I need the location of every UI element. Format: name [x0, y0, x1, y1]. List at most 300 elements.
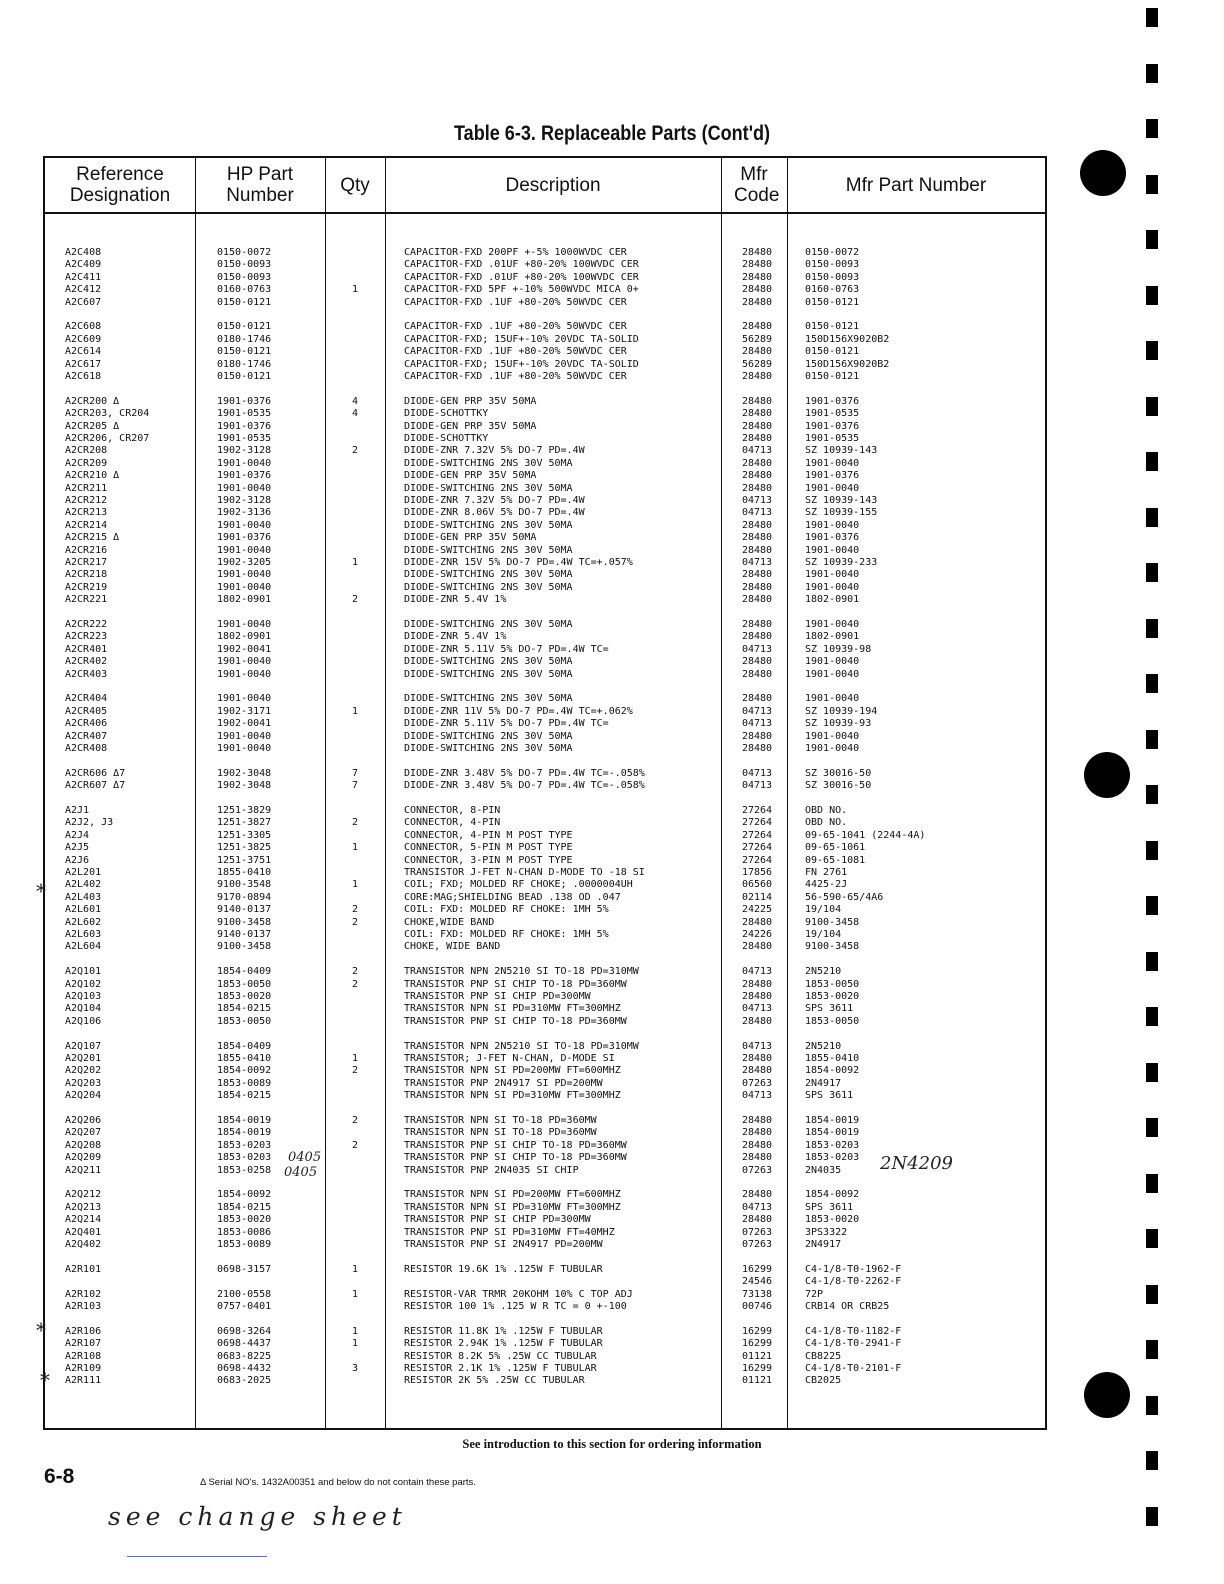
cell-ref: A2C617: [65, 358, 102, 370]
cell-mfr: C4-1/8-T0-2941-F: [805, 1338, 902, 1350]
cell-desc: TRANSISTOR NPN 2N5210 SI TO-18 PD=310MW: [404, 966, 639, 978]
margin-mark: [1146, 452, 1158, 471]
cell-mfr: 1853-0050: [805, 1015, 860, 1027]
margin-mark: [1146, 230, 1158, 249]
table-row: [45, 320, 1045, 333]
cell-code: 28480: [741, 1115, 773, 1126]
header-mfr-code: Mfr Code: [734, 164, 780, 206]
cell-hp: 0698-4437: [217, 1338, 272, 1350]
table-row: [45, 1337, 1045, 1350]
table-row: [45, 903, 1045, 916]
margin-mark: [1146, 619, 1158, 638]
table-row: [45, 568, 1045, 581]
cell-ref: A2CR209: [65, 457, 108, 469]
cell-desc: DIODE-SWITCHING 2NS 30V 50MA: [404, 743, 573, 754]
cell-mfr: 1901-0040: [805, 668, 860, 680]
table-row: [45, 370, 1045, 383]
table-row: [45, 655, 1045, 668]
cell-desc: DIODE-ZNR 5.4V 1%: [404, 631, 507, 643]
cell-desc: TRANSISTOR PNP SI CHIP TO-18 PD=360MW: [404, 978, 627, 990]
cell-code: 28480: [741, 247, 773, 258]
cell-desc: DIODE-GEN PRP 35V 50MA: [404, 420, 537, 432]
cell-qty: 2: [351, 594, 359, 606]
table-row: [45, 965, 1045, 978]
table-row: [45, 1300, 1045, 1313]
cell-qty: 2: [351, 916, 359, 928]
cell-hp: 0180-1746: [217, 358, 272, 370]
cell-mfr: SPS 3611: [805, 1090, 854, 1102]
cell-code: 04713: [741, 557, 773, 568]
cell-code: 28480: [741, 433, 773, 444]
cell-mfr: 1901-0376: [805, 470, 860, 482]
cell-qty: 7: [351, 780, 359, 792]
cell-mfr: CB2025: [805, 1375, 842, 1387]
cell-ref: A2R106: [65, 1325, 102, 1337]
binder-hole: [1084, 752, 1130, 798]
parts-table: [43, 156, 1047, 1430]
cell-code: 17856: [741, 867, 773, 878]
cell-desc: TRANSISTOR NPN SI PD=200MW FT=600MHZ: [404, 1065, 621, 1077]
margin-mark: [1146, 286, 1158, 305]
cell-desc: TRANSISTOR NPN SI PD=200MW FT=600MHZ: [404, 1189, 621, 1201]
serial-note: Δ Serial NO's. 1432A00351 and below do not contain these parts.: [200, 1477, 476, 1488]
cell-desc: TRANSISTOR PNP 2N4917 SI PD=200MW: [404, 1077, 603, 1089]
cell-code: 04713: [741, 718, 773, 730]
cell-mfr: C4-1/8-T0-1962-F: [805, 1263, 902, 1275]
cell-ref: A2C608: [65, 321, 102, 333]
cell-desc: CAPACITOR-FXD .1UF +80-20% 50WVDC CER: [404, 346, 627, 358]
cell-desc: CAPACITOR-FXD .01UF +80-20% 100WVDC CER: [404, 259, 639, 271]
cell-mfr: 0160-0763: [805, 284, 860, 296]
cell-hp: 1902-3171: [217, 705, 272, 717]
table-row: [45, 705, 1045, 718]
table-row: [45, 767, 1045, 780]
cell-ref: A2CR405: [65, 705, 108, 717]
margin-mark: [1146, 8, 1158, 27]
cell-hp: 1854-0092: [217, 1189, 272, 1201]
margin-mark: [1146, 1396, 1158, 1415]
margin-mark: [1146, 674, 1158, 693]
cell-code: 28480: [741, 259, 773, 271]
cell-ref: A2J1: [65, 805, 90, 816]
cell-desc: DIODE-SWITCHING 2NS 30V 50MA: [404, 544, 573, 556]
table-row: [45, 643, 1045, 656]
cell-mfr: C4-1/8-T0-2262-F: [805, 1276, 902, 1288]
margin-mark: [1146, 952, 1158, 971]
cell-ref: A2J6: [65, 854, 90, 866]
table-row: [45, 345, 1045, 358]
cell-mfr: 09-65-1061: [805, 842, 866, 854]
margin-mark: [1146, 64, 1158, 83]
cell-code: 28480: [741, 743, 773, 754]
cell-code: 28480: [741, 1214, 773, 1226]
cell-mfr: 1901-0376: [805, 532, 860, 544]
cell-hp: 9170-0894: [217, 891, 272, 903]
cell-mfr: 19/104: [805, 929, 842, 940]
margin-mark: [1146, 1451, 1158, 1470]
cell-ref: A2C609: [65, 333, 102, 345]
cell-mfr: 1901-0040: [805, 693, 860, 705]
cell-ref: A2R102: [65, 1288, 102, 1300]
cell-code: 01121: [741, 1375, 773, 1387]
cell-desc: TRANSISTOR NPN 2N5210 SI TO-18 PD=310MW: [404, 1040, 639, 1052]
cell-ref: A2Q212: [65, 1189, 102, 1201]
cell-code: 04713: [741, 1003, 773, 1015]
table-row: [45, 1015, 1045, 1028]
cell-mfr: 1854-0019: [805, 1115, 860, 1126]
cell-code: 04713: [741, 1201, 773, 1213]
cell-qty: 2: [351, 817, 359, 829]
header-divider: [45, 212, 1045, 214]
margin-mark: [1146, 730, 1158, 749]
cell-mfr: 2N4035: [805, 1164, 842, 1176]
cell-ref: A2C411: [65, 271, 102, 283]
cell-mfr: FN 2761: [805, 867, 848, 878]
cell-hp: 1901-0040: [217, 693, 272, 705]
cell-desc: DIODE-SWITCHING 2NS 30V 50MA: [404, 569, 573, 581]
cell-code: 56289: [741, 358, 773, 370]
table-row: [45, 1077, 1045, 1090]
cell-ref: A2Q213: [65, 1201, 102, 1213]
cell-ref: A2Q208: [65, 1139, 102, 1151]
cell-desc: DIODE-SWITCHING 2NS 30V 50MA: [404, 693, 573, 705]
cell-hp: 1251-3751: [217, 854, 272, 866]
cell-ref: A2R111: [65, 1375, 102, 1387]
table-row: [45, 1263, 1045, 1276]
cell-code: 28480: [741, 1139, 773, 1151]
cell-desc: CAPACITOR-FXD .1UF +80-20% 50WVDC CER: [404, 321, 627, 333]
cell-ref: A2CR212: [65, 495, 108, 506]
cell-mfr: 1901-0535: [805, 433, 860, 444]
cell-hp: 1902-3136: [217, 507, 272, 519]
cell-desc: RESISTOR 11.8K 1% .125W F TUBULAR: [404, 1325, 603, 1337]
cell-ref: A2L603: [65, 929, 102, 940]
cell-code: 27264: [741, 854, 773, 866]
cell-ref: A2Q206: [65, 1115, 102, 1126]
margin-mark: [1146, 508, 1158, 527]
cell-hp: 1901-0040: [217, 668, 272, 680]
cell-code: 28480: [741, 457, 773, 469]
cell-hp: 1901-0040: [217, 743, 272, 754]
cell-mfr: 1901-0040: [805, 482, 860, 494]
cell-mfr: 1901-0040: [805, 581, 860, 593]
cell-desc: CAPACITOR-FXD; 15UF+-10% 20VDC TA-SOLID: [404, 333, 639, 345]
cell-qty: 1: [351, 1338, 359, 1350]
cell-ref: A2R109: [65, 1363, 102, 1374]
cell-desc: RESISTOR 8.2K 5% .25W CC TUBULAR: [404, 1350, 597, 1362]
cell-code: 04713: [741, 780, 773, 792]
cell-ref: A2CR216: [65, 544, 108, 556]
cell-hp: 1901-0376: [217, 532, 272, 544]
cell-hp: 9100-3458: [217, 941, 272, 953]
cell-mfr: 56-590-65/4A6: [805, 891, 884, 903]
table-row: [45, 1325, 1045, 1338]
cell-code: 28480: [741, 371, 773, 382]
cell-mfr: 1901-0040: [805, 656, 860, 668]
cell-ref: A2CR208: [65, 445, 108, 457]
cell-code: 28480: [741, 656, 773, 668]
cell-ref: A2CR203, CR204: [65, 408, 150, 420]
cell-mfr: 9100-3458: [805, 941, 860, 953]
margin-mark: [1146, 896, 1158, 915]
cell-ref: A2Q101: [65, 966, 102, 978]
table-row: [45, 668, 1045, 681]
cell-ref: A2CR607 Δ7: [65, 780, 126, 792]
cell-hp: 1855-0410: [217, 1053, 272, 1064]
cell-ref: A2C408: [65, 247, 102, 258]
cell-ref: A2Q211: [65, 1164, 102, 1176]
handwritten-note: see change sheet: [108, 1502, 407, 1531]
cell-desc: CONNECTOR, 5-PIN M POST TYPE: [404, 842, 573, 854]
cell-qty: 1: [351, 1288, 359, 1300]
cell-ref: A2CR406: [65, 718, 108, 730]
cell-hp: 2100-0558: [217, 1288, 272, 1300]
cell-mfr: 1854-0092: [805, 1189, 860, 1201]
cell-mfr: OBD NO.: [805, 805, 848, 816]
cell-desc: CONNECTOR, 3-PIN M POST TYPE: [404, 854, 573, 866]
cell-ref: A2J2, J3: [65, 817, 114, 829]
cell-qty: 1: [351, 1325, 359, 1337]
cell-desc: TRANSISTOR PNP SI 2N4917 PD=200MW: [404, 1239, 603, 1250]
cell-mfr: 2N4917: [805, 1077, 842, 1089]
cell-hp: 1901-0040: [217, 544, 272, 556]
cell-ref: A2Q401: [65, 1226, 102, 1238]
cell-hp: 0683-8225: [217, 1350, 272, 1362]
table-row: [45, 1226, 1045, 1239]
cell-code: 16299: [741, 1338, 773, 1350]
cell-hp: 1251-3829: [217, 805, 272, 816]
cell-hp: 1902-3128: [217, 495, 272, 506]
cell-ref: A2L403: [65, 891, 102, 903]
cell-hp: 1853-0203: [217, 1152, 272, 1164]
cell-mfr: 1901-0040: [805, 519, 860, 531]
table-row: [45, 420, 1045, 433]
cell-mfr: 1901-0376: [805, 395, 860, 407]
cell-desc: DIODE-SCHOTTKY: [404, 408, 489, 420]
cell-mfr: 1901-0376: [805, 420, 860, 432]
header-hp-part: HP Part Number: [226, 164, 294, 206]
cell-mfr: 1853-0203: [805, 1152, 860, 1164]
cell-desc: COIL: FXD: MOLDED RF CHOKE: 1MH 5%: [404, 929, 609, 940]
cell-code: 28480: [741, 1053, 773, 1064]
cell-hp: 1854-0092: [217, 1065, 272, 1077]
table-row: [45, 581, 1045, 594]
cell-ref: A2L604: [65, 941, 102, 953]
cell-code: 04713: [741, 445, 773, 457]
cell-code: 28480: [741, 408, 773, 420]
cell-qty: 1: [351, 284, 359, 296]
cell-mfr: 2N4917: [805, 1239, 842, 1250]
cell-code: 07263: [741, 1239, 773, 1250]
cell-mfr: 0150-0121: [805, 371, 860, 382]
cell-hp: 1854-0019: [217, 1127, 272, 1139]
cell-hp: 1901-0535: [217, 433, 272, 444]
table-row: [45, 333, 1045, 346]
cell-mfr: 1854-0092: [805, 1065, 860, 1077]
cell-mfr: 09-65-1081: [805, 854, 866, 866]
cell-mfr: 1901-0040: [805, 730, 860, 742]
cell-qty: 2: [351, 1115, 359, 1126]
cell-ref: A2R107: [65, 1338, 102, 1350]
cell-code: 04713: [741, 495, 773, 506]
cell-code: 28480: [741, 271, 773, 283]
cell-hp: 1853-0089: [217, 1239, 272, 1250]
cell-ref: A2Q104: [65, 1003, 102, 1015]
cell-desc: TRANSISTOR NPN SI PD=310MW FT=300MHZ: [404, 1090, 621, 1102]
cell-hp: 9100-3458: [217, 916, 272, 928]
cell-mfr: SZ 10939-93: [805, 718, 872, 730]
cell-desc: DIODE-SWITCHING 2NS 30V 50MA: [404, 656, 573, 668]
cell-mfr: 2N5210: [805, 1040, 842, 1052]
cell-ref: A2Q107: [65, 1040, 102, 1052]
cell-hp: 0150-0121: [217, 371, 272, 382]
cell-hp: 1251-3827: [217, 817, 272, 829]
cell-ref: A2J4: [65, 829, 90, 841]
cell-desc: TRANSISTOR PNP SI CHIP TO-18 PD=360MW: [404, 1139, 627, 1151]
cell-ref: A2L601: [65, 904, 102, 916]
cell-desc: CAPACITOR-FXD .1UF +80-20% 50WVDC CER: [404, 296, 627, 308]
handwritten-q209: 0405: [284, 1165, 318, 1180]
cell-qty: 1: [351, 557, 359, 568]
cell-code: 28480: [741, 1189, 773, 1201]
cell-desc: TRANSISTOR PNP SI CHIP TO-18 PD=360MW: [404, 1152, 627, 1164]
header-qty: Qty: [340, 174, 370, 196]
cell-code: 27264: [741, 805, 773, 816]
table-row: [45, 258, 1045, 271]
cell-code: 04713: [741, 1040, 773, 1052]
cell-mfr: SZ 10939-98: [805, 643, 872, 655]
cell-desc: DIODE-ZNR 3.48V 5% DO-7 PD=.4W TC=-.058%: [404, 780, 645, 792]
handwritten-mfr-correction: 2N4209: [880, 1153, 954, 1174]
table-row: [45, 717, 1045, 730]
table-row: [45, 358, 1045, 371]
cell-qty: 4: [351, 395, 359, 407]
cell-mfr: 150D156X9020B2: [805, 358, 890, 370]
table-row: [45, 432, 1045, 445]
margin-mark: [1146, 175, 1158, 194]
table-row: [45, 854, 1045, 867]
cell-mfr: 1802-0901: [805, 631, 860, 643]
margin-mark: [1146, 785, 1158, 804]
cell-hp: 1854-0215: [217, 1003, 272, 1015]
cell-qty: 1: [351, 1263, 359, 1275]
cell-ref: A2Q203: [65, 1077, 102, 1089]
cell-hp: 0150-0121: [217, 296, 272, 308]
table-row: [45, 1213, 1045, 1226]
table-row: [45, 916, 1045, 929]
cell-ref: A2C618: [65, 371, 102, 382]
cell-hp: 0150-0093: [217, 271, 272, 283]
cell-hp: 1902-3048: [217, 767, 272, 779]
ordering-note: See introduction to this section for ordering information: [462, 1437, 762, 1451]
cell-desc: DIODE-SWITCHING 2NS 30V 50MA: [404, 730, 573, 742]
table-row: [45, 494, 1045, 507]
cell-hp: 0150-0093: [217, 259, 272, 271]
table-row: [45, 841, 1045, 854]
cell-ref: A2CR214: [65, 519, 108, 531]
cell-qty: 1: [351, 705, 359, 717]
cell-hp: 1855-0410: [217, 867, 272, 878]
table-row: [45, 1114, 1045, 1127]
cell-hp: 1802-0901: [217, 594, 272, 606]
cell-mfr: 0150-0072: [805, 247, 860, 258]
cell-ref: A2Q202: [65, 1065, 102, 1077]
margin-mark: [1146, 119, 1158, 138]
cell-mfr: C4-1/8-T0-1182-F: [805, 1325, 902, 1337]
cell-desc: DIODE-SWITCHING 2NS 30V 50MA: [404, 457, 573, 469]
cell-hp: 1901-0040: [217, 656, 272, 668]
cell-mfr: 09-65-1041 (2244-4A): [805, 829, 926, 841]
cell-ref: A2CR408: [65, 743, 108, 754]
cell-desc: CONNECTOR, 4-PIN M POST TYPE: [404, 829, 573, 841]
cell-hp: 1901-0535: [217, 408, 272, 420]
cell-code: 27264: [741, 817, 773, 829]
cell-hp: 1853-0020: [217, 991, 272, 1002]
cell-ref: A2CR223: [65, 631, 108, 643]
table-row: [45, 1139, 1045, 1152]
cell-code: 28480: [741, 1127, 773, 1139]
table-row: [45, 742, 1045, 755]
cell-ref: A2CR606 Δ7: [65, 767, 126, 779]
cell-mfr: 19/104: [805, 904, 842, 916]
cell-ref: A2CR407: [65, 730, 108, 742]
cell-code: 07263: [741, 1164, 773, 1176]
cell-mfr: C4-1/8-T0-2101-F: [805, 1363, 902, 1374]
cell-desc: TRANSISTOR PNP SI CHIP PD=300MW: [404, 1214, 591, 1226]
cell-ref: A2CR211: [65, 482, 108, 494]
cell-desc: DIODE-ZNR 5.11V 5% DO-7 PD=.4W TC=: [404, 718, 609, 730]
table-row: [45, 544, 1045, 557]
table-row: [45, 1126, 1045, 1139]
cell-mfr: 4425-2J: [805, 879, 848, 891]
cell-desc: DIODE-ZNR 5.4V 1%: [404, 594, 507, 606]
cell-code: 27264: [741, 829, 773, 841]
cell-mfr: 1802-0901: [805, 594, 860, 606]
cell-ref: A2Q204: [65, 1090, 102, 1102]
cell-hp: 1902-3128: [217, 445, 272, 457]
cell-code: 16299: [741, 1325, 773, 1337]
cell-code: 28480: [741, 594, 773, 606]
cell-mfr: 9100-3458: [805, 916, 860, 928]
cell-mfr: 1901-0040: [805, 619, 860, 630]
cell-code: 28480: [741, 296, 773, 308]
cell-desc: TRANSISTOR NPN SI PD=310MW FT=300MHZ: [404, 1003, 621, 1015]
cell-desc: CONNECTOR, 4-PIN: [404, 817, 501, 829]
cell-desc: CHOKE,WIDE BAND: [404, 916, 495, 928]
cell-desc: CORE:MAG;SHIELDING BEAD .138 OD .047: [404, 891, 621, 903]
cell-code: 28480: [741, 1015, 773, 1027]
cell-hp: 1854-0409: [217, 966, 272, 978]
cell-desc: DIODE-GEN PRP 35V 50MA: [404, 395, 537, 407]
cell-desc: DIODE-ZNR 7.32V 5% DO-7 PD=.4W: [404, 445, 585, 457]
cell-code: 04713: [741, 507, 773, 519]
cell-code: 02114: [741, 891, 773, 903]
margin-mark: [1146, 341, 1158, 360]
table-row: [45, 928, 1045, 941]
cell-ref: A2R101: [65, 1263, 102, 1275]
cell-desc: DIODE-ZNR 11V 5% DO-7 PD=.4W TC=+.062%: [404, 705, 633, 717]
cell-code: 28480: [741, 420, 773, 432]
cell-desc: DIODE-ZNR 3.48V 5% DO-7 PD=.4W TC=-.058%: [404, 767, 645, 779]
table-row: [45, 283, 1045, 296]
header-description: Description: [505, 174, 601, 196]
cell-desc: CAPACITOR-FXD 5PF +-10% 500WVDC MICA 0+: [404, 284, 639, 296]
cell-hp: 1901-0376: [217, 420, 272, 432]
cell-hp: 1901-0040: [217, 519, 272, 531]
cell-mfr: 0150-0121: [805, 321, 860, 333]
cell-hp: 1901-0040: [217, 482, 272, 494]
cell-desc: RESISTOR-VAR TRMR 20KOHM 10% C TOP ADJ: [404, 1288, 633, 1300]
